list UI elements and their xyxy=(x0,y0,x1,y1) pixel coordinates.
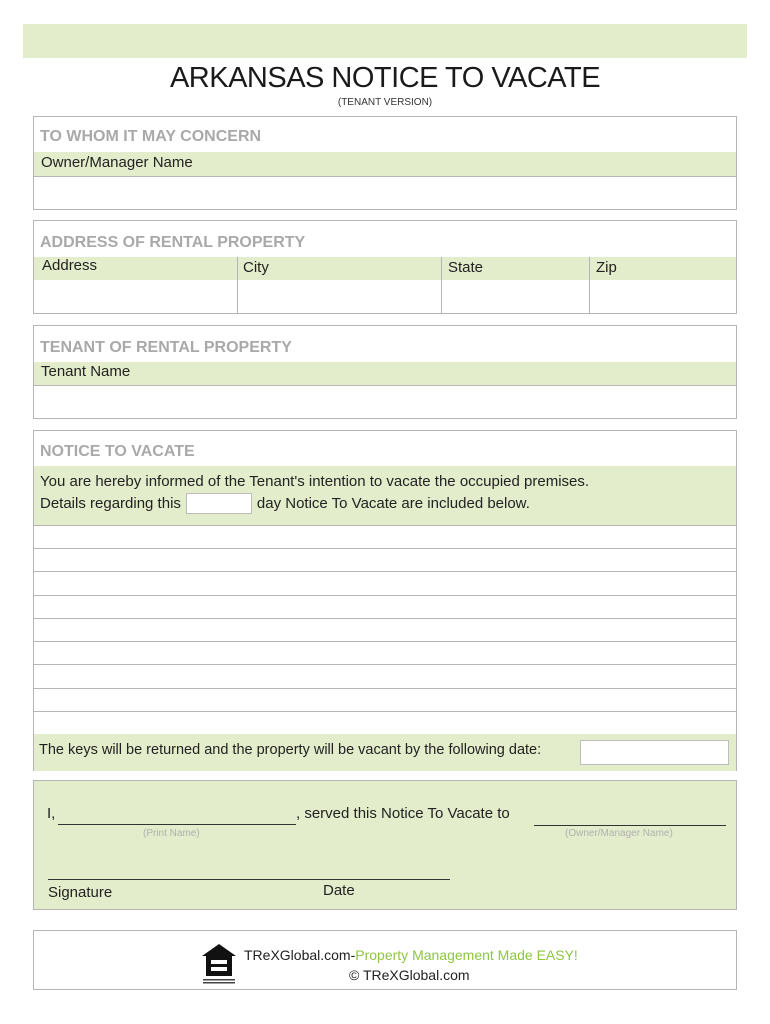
detail-line[interactable] xyxy=(34,595,736,618)
tenant-name-label-row xyxy=(34,362,736,385)
detail-line[interactable] xyxy=(34,688,736,711)
keys-row xyxy=(34,734,736,771)
state-col-label: State xyxy=(448,259,484,276)
address-label-row xyxy=(34,257,736,280)
to-whom-heading: TO WHOM IT MAY CONCERN xyxy=(40,128,262,145)
owner-name-field[interactable] xyxy=(34,177,736,210)
signature-line[interactable] xyxy=(48,879,320,880)
detail-line[interactable] xyxy=(34,548,736,571)
footer-tagline: Property Management Made EASY! xyxy=(355,947,578,963)
address-heading: ADDRESS OF RENTAL PROPERTY xyxy=(40,234,306,251)
owner-name-label-row xyxy=(34,152,736,176)
address-field[interactable] xyxy=(34,280,237,314)
signature-section xyxy=(33,780,737,910)
city-field[interactable] xyxy=(238,280,441,314)
detail-line[interactable] xyxy=(34,525,736,548)
state-field[interactable] xyxy=(442,280,589,314)
page-subtitle: (TENANT VERSION) xyxy=(337,97,433,108)
vacate-date-field[interactable] xyxy=(580,740,729,765)
detail-line[interactable] xyxy=(34,618,736,641)
city-col-label: City xyxy=(243,259,269,276)
address-section xyxy=(33,220,737,314)
print-name-line[interactable] xyxy=(58,824,296,825)
date-line[interactable] xyxy=(320,879,450,880)
i-label: I, xyxy=(47,805,56,822)
detail-line[interactable] xyxy=(34,571,736,594)
print-name-hint: (Print Name) xyxy=(143,828,200,839)
notice-line-2-after: day Notice To Vacate are included below. xyxy=(256,495,530,512)
tenant-section xyxy=(33,325,737,419)
detail-line[interactable] xyxy=(34,664,736,687)
notice-line-1: You are hereby informed of the Tenant's intention to vacate the occupied premises. xyxy=(40,473,590,490)
signature-label: Signature xyxy=(48,884,113,901)
days-field[interactable] xyxy=(186,493,252,514)
header-band xyxy=(23,24,747,58)
footer xyxy=(33,930,737,990)
equal-housing-icon xyxy=(199,942,239,986)
page-title: ARKANSAS NOTICE TO VACATE xyxy=(169,62,601,94)
keys-text: The keys will be returned and the property will be vacant by the following date: xyxy=(39,742,542,758)
zip-field[interactable] xyxy=(590,280,736,314)
notice-heading: NOTICE TO VACATE xyxy=(40,443,195,460)
owner-name-line[interactable] xyxy=(534,825,726,826)
notice-line-2-before: Details regarding this xyxy=(40,495,181,512)
detail-line[interactable] xyxy=(34,711,736,734)
owner-name-label: Owner/Manager Name xyxy=(41,154,193,171)
tenant-name-label: Tenant Name xyxy=(41,363,131,380)
notice-intro-block xyxy=(34,466,736,525)
address-col-label: Address xyxy=(42,257,98,274)
footer-site: TReXGlobal.com- xyxy=(244,947,356,963)
tenant-heading: TENANT OF RENTAL PROPERTY xyxy=(40,339,292,356)
served-text: , served this Notice To Vacate to xyxy=(296,805,510,822)
tenant-name-field[interactable] xyxy=(34,386,736,419)
to-whom-section xyxy=(33,116,737,210)
notice-line-2 xyxy=(40,493,530,514)
date-label: Date xyxy=(323,882,355,899)
zip-col-label: Zip xyxy=(596,259,617,276)
notice-section xyxy=(33,430,737,771)
owner-name-hint: (Owner/Manager Name) xyxy=(565,828,673,839)
footer-copyright: © TReXGlobal.com xyxy=(349,967,470,983)
footer-line-1 xyxy=(244,947,578,963)
details-lines xyxy=(34,525,736,734)
detail-line[interactable] xyxy=(34,641,736,664)
